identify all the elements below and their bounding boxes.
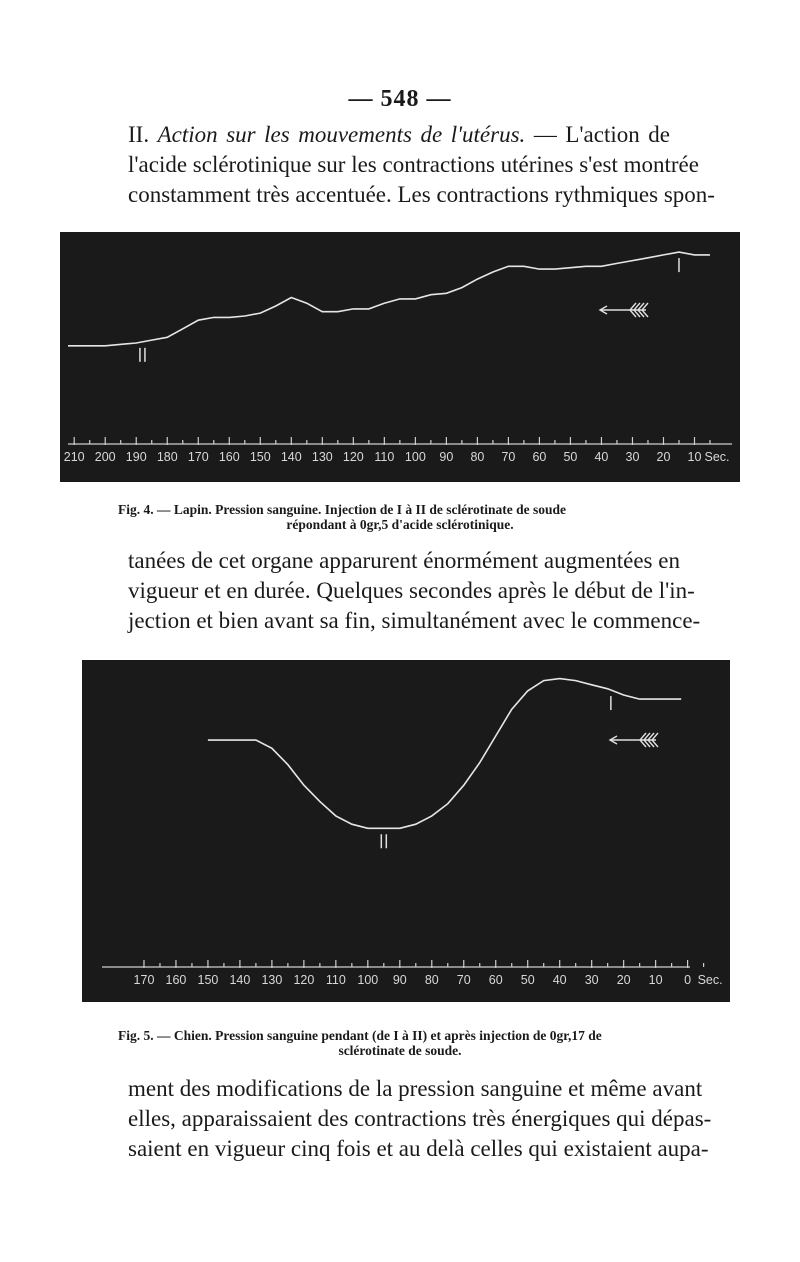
paragraph-bottom-line-1: ment des modifications de la pression sanguine et même avant [128, 1076, 703, 1101]
tick-label: 70 [501, 450, 516, 464]
tick-label: 180 [156, 450, 178, 464]
direction-arrow-icon [610, 733, 658, 747]
tick-label: 140 [229, 973, 251, 987]
paragraph-top-line-2: l'acide sclérotinique sur les contractions utérines s'est montrée [128, 152, 699, 177]
tick-label: 30 [625, 450, 640, 464]
axis-unit-label: Sec. [697, 973, 723, 987]
tick-label: 130 [261, 973, 283, 987]
tick-label: 170 [133, 973, 155, 987]
tick-label: 100 [404, 450, 426, 464]
tick-label: 40 [552, 973, 567, 987]
tick-label: 70 [456, 973, 471, 987]
tick-label: 50 [520, 973, 535, 987]
paragraph-top [128, 120, 715, 210]
tick-label: 30 [584, 973, 599, 987]
tick-label: 130 [311, 450, 333, 464]
direction-arrow-icon [600, 303, 648, 317]
figure-1-chart [60, 232, 740, 482]
tick-label: 110 [374, 450, 395, 464]
time-axis [64, 437, 732, 464]
paragraph-middle-line-3: jection et bien avant sa fin, simultanément avec le commence- [128, 608, 701, 633]
tick-label: 120 [342, 450, 364, 464]
tick-label: 90 [392, 973, 407, 987]
paragraph-middle [128, 546, 701, 636]
figure-1-caption [118, 502, 682, 532]
tick-label: 110 [325, 973, 346, 987]
figure-2-caption-line-1: Fig. 5. — Chien. Pression sanguine pendant (de I à II) et après injection de 0gr,17 de [118, 1028, 602, 1043]
tick-label: 100 [357, 973, 379, 987]
tick-label: 50 [563, 450, 578, 464]
tick-label: 20 [656, 450, 671, 464]
time-axis [102, 960, 723, 987]
injection-mark-ii [140, 348, 145, 362]
paragraph-middle-line-1: tanées de cet organe apparurent énormément augmentées en [128, 548, 680, 573]
tick-label: 20 [616, 973, 631, 987]
tick-label: 60 [488, 973, 503, 987]
figure-1-caption-line-1: Fig. 4. — Lapin. Pression sanguine. Injection de I à II de sclérotinate de soude [118, 502, 567, 517]
tick-label: 170 [187, 450, 209, 464]
tick-label: 40 [594, 450, 609, 464]
tick-label: 0 [684, 973, 692, 987]
section-heading: Action sur les mouvements de l'utérus. [157, 122, 526, 147]
figure-2-plot [82, 660, 730, 1002]
tick-label: 160 [218, 450, 240, 464]
heading-rest: — L'action de [533, 122, 671, 147]
tick-label: 120 [293, 973, 315, 987]
figure-2-caption [118, 1028, 682, 1058]
paragraph-bottom [128, 1074, 712, 1164]
tick-label: 210 [63, 450, 85, 464]
figure-1-caption-line-2: répondant à 0gr,5 d'acide sclérotinique. [286, 517, 514, 532]
paragraph-bottom-line-3: saient en vigueur cinq fois et au delà celles qui existaient aupa- [128, 1136, 709, 1161]
tick-label: 80 [470, 450, 485, 464]
injection-mark-ii [381, 834, 386, 848]
pressure-curve [68, 252, 710, 346]
page-number: — 548 — [348, 86, 452, 112]
tick-label: 160 [165, 973, 187, 987]
tick-label: 150 [249, 450, 271, 464]
tick-label: 90 [439, 450, 454, 464]
tick-label: 80 [424, 973, 439, 987]
paragraph-top-line-3: constamment très accentuée. Les contractions rythmiques spon- [128, 182, 715, 207]
tick-label: 200 [94, 450, 116, 464]
figure-2-chart [82, 660, 730, 1002]
section-number: II. [128, 122, 150, 147]
figure-1-plot [60, 232, 740, 482]
tick-label: 10 [648, 973, 663, 987]
paragraph-top-line-1 [128, 120, 670, 150]
tick-label: 140 [280, 450, 302, 464]
tick-label: 10 [687, 450, 702, 464]
axis-unit-label: Sec. [704, 450, 730, 464]
tick-label: 190 [125, 450, 147, 464]
paragraph-middle-line-2: vigueur et en durée. Quelques secondes après le début de l'in- [128, 578, 695, 603]
tick-label: 60 [532, 450, 547, 464]
figure-2-caption-line-2: sclérotinate de soude. [338, 1043, 462, 1058]
paragraph-bottom-line-2: elles, apparaissaient des contractions très énergiques qui dépas- [128, 1106, 712, 1131]
tick-label: 150 [197, 973, 219, 987]
